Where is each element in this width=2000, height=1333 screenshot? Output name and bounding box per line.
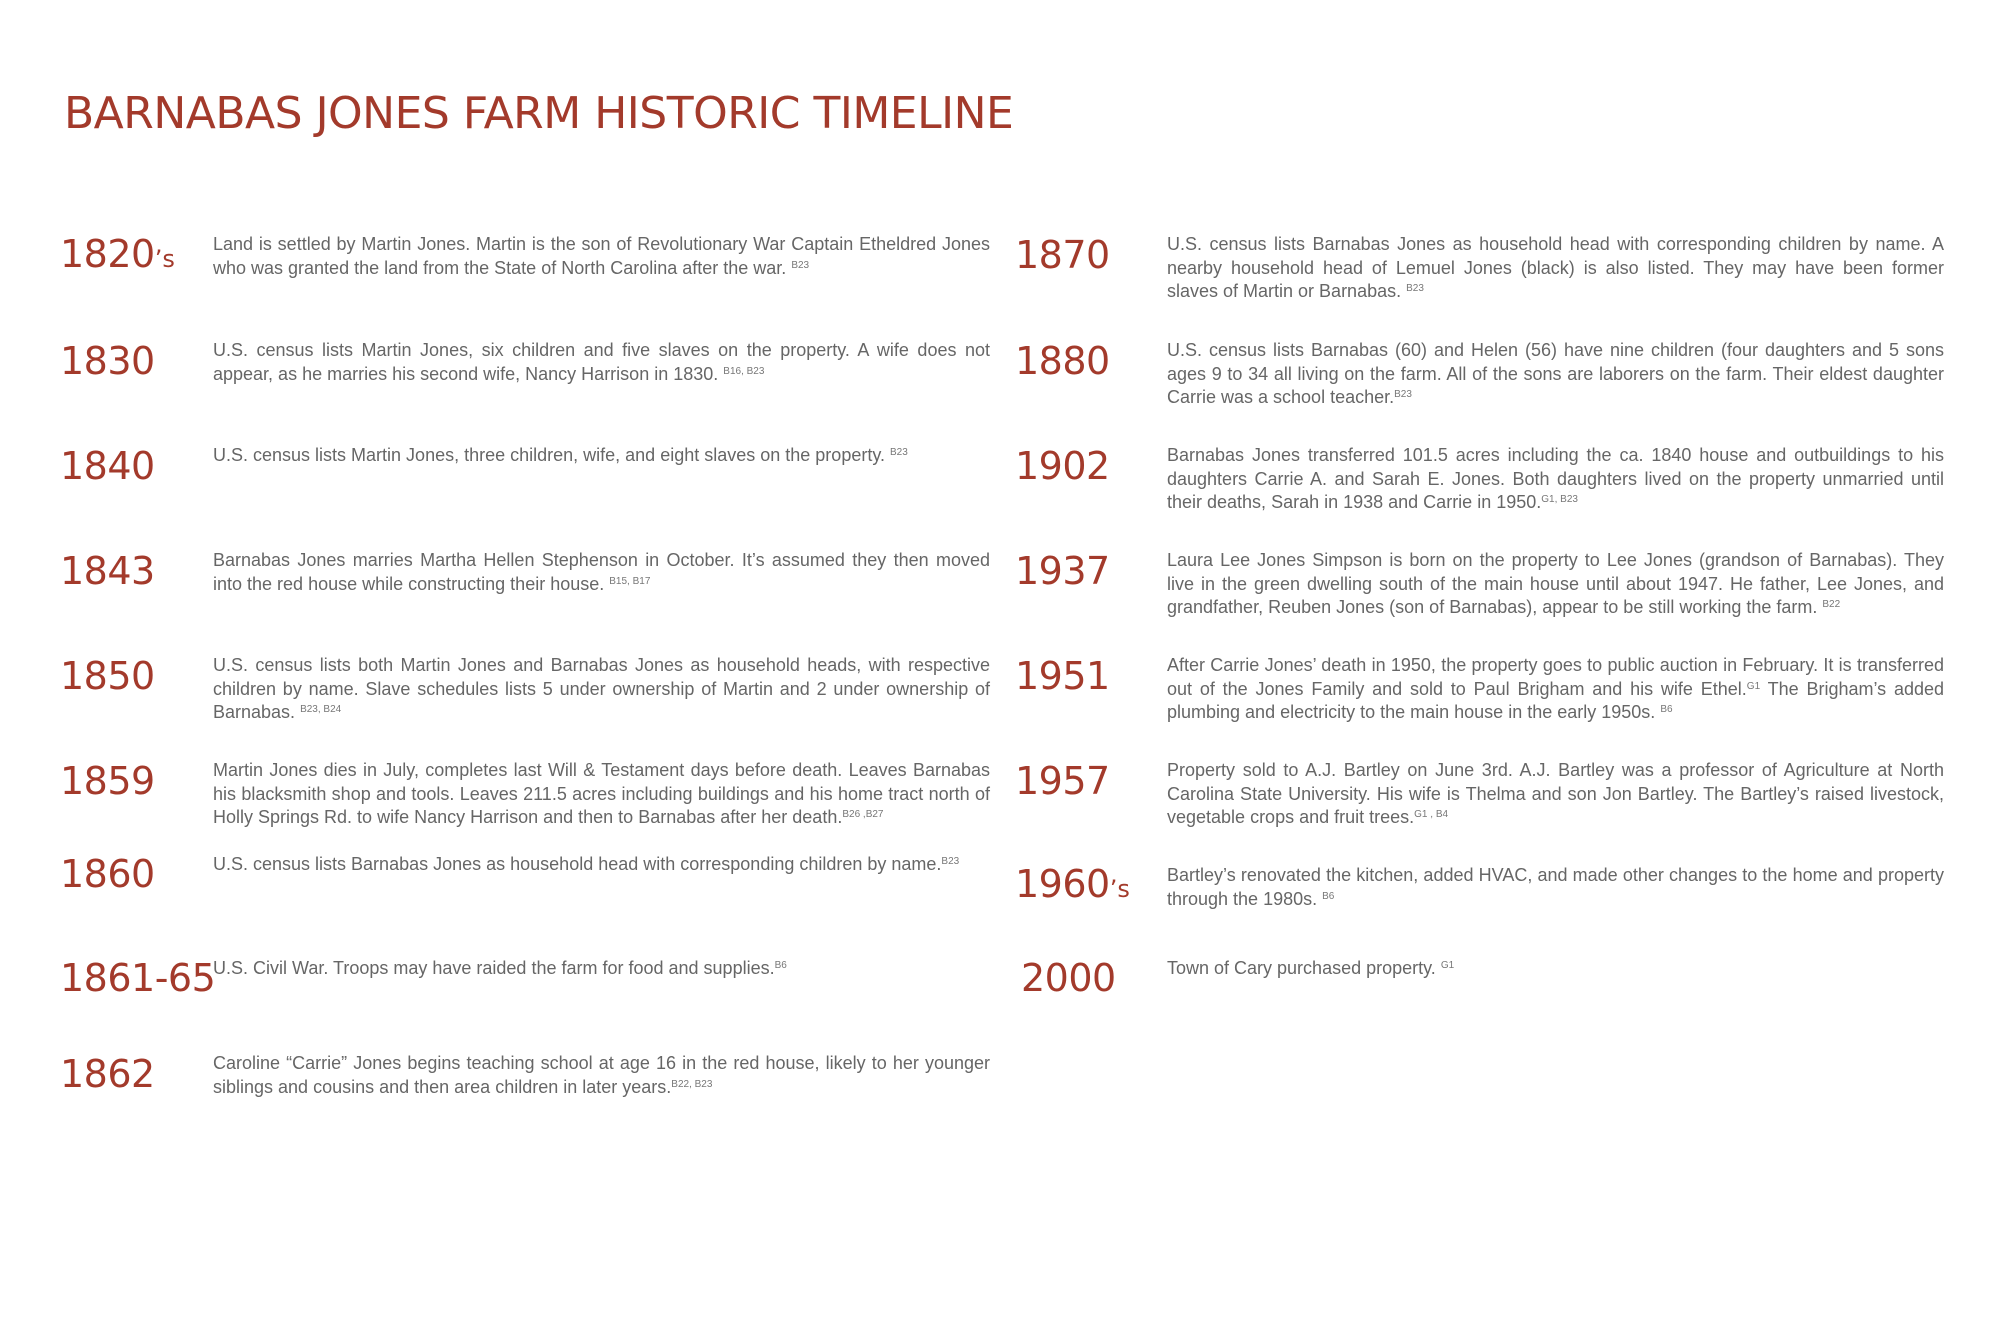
entry-description: Laura Lee Jones Simpson is born on the property to Lee Jones (grandson of Barnabas). They live in the green dwelling south of the main house until about 1947. He father, Lee Jones, and grandfather, Reuben Jones (son of Barnabas), appear to be still working the farm. $^{B22}$ xyxy=(1167,550,1944,617)
entry-description: After Carrie Jones’ death in 1950, the property goes to public auction in February. It is transferred out of the Jones Family and sold to Paul Brigham and his wife Ethel.$^{G1}$ The Brigham’s added plumbing and electricity to the main house in the early 1950s. $^{B6}$ xyxy=(1167,655,1945,722)
citation: B6 xyxy=(774,960,787,971)
citation: G1 xyxy=(1746,680,1761,692)
citation: B23 xyxy=(791,259,810,271)
entry-year: 1937 xyxy=(1015,549,1110,593)
citation: B23 xyxy=(1394,389,1412,400)
entry-year: 1861-65 xyxy=(60,956,216,1000)
entry-year: 1880 xyxy=(1015,339,1110,383)
entry-year: 1957 xyxy=(1015,759,1110,803)
citation: G1 , B4 xyxy=(1414,809,1449,820)
entry-description: U.S. census lists both Martin Jones and Barnabas Jones as household heads, with respective children by name. Slave schedules lists 5 under ownership of Martin and 2 under ownership of Barnabas. $^{B23, B24}$ xyxy=(213,655,990,722)
citation: B6 xyxy=(1322,890,1335,902)
entry-year: 1862 xyxy=(60,1052,155,1096)
citation: B23 xyxy=(941,856,960,867)
citation: B15, B17 xyxy=(609,575,651,587)
citation: G1 xyxy=(1440,960,1455,971)
citation: G1, B23 xyxy=(1541,494,1578,505)
citation: B26 ,B27 xyxy=(842,809,884,820)
entry-description: Bartley’s renovated the kitchen, added HVAC, and made other changes to the home and property through the 1980s. $^{B6}$ xyxy=(1167,865,1944,909)
citation: B22 xyxy=(1822,599,1841,610)
entry-year: 1840 xyxy=(60,444,155,488)
entry-description: Caroline “Carrie” Jones begins teaching school at age 16 in the red house, likely to her younger siblings and cousins and then area children in later years.$^{B22, B23}$ xyxy=(213,1053,990,1097)
entry-description: Town of Cary purchased property. $^{G1}$ xyxy=(1167,958,1455,978)
entry-description: Barnabas Jones marries Martha Hellen Stephenson in October. It’s assumed they then moved into the red house while constructing their house. $^{B15, B17}$ xyxy=(213,550,990,594)
entry-description: U.S. census lists Barnabas (60) and Helen (56) have nine children (four daughters and 5 sons ages 9 to 34 all living on the farm. All of the sons are laborers on the farm. Their eldest daughter Carrie was a school teacher.$^{B23}$ xyxy=(1167,340,1944,407)
entry-year: 1843 xyxy=(60,549,155,593)
entry-year: 2000 xyxy=(1021,956,1116,1000)
citation: B23 xyxy=(1406,283,1424,294)
citation: B22, B23 xyxy=(671,1078,713,1090)
entry-year: 1870 xyxy=(1015,233,1110,277)
entry-description: Property sold to A.J. Bartley on June 3rd. A.J. Bartley was a professor of Agriculture at North Carolina State University. His wife is Thelma and son Jon Bartley. The Bartley’s raised livestock, vegetable crops and fruit trees.$^{G1 , B4}$ xyxy=(1167,760,1944,827)
entry-year: 1951 xyxy=(1015,654,1110,698)
entry-description: U.S. census lists Martin Jones, six children and five slaves on the property. A wife does not appear, as he marries his second wife, Nancy Harrison in 1830. $^{B16, B23}$ xyxy=(213,340,990,384)
entry-description: Land is settled by Martin Jones. Martin is the son of Revolutionary War Captain Etheldred Jones who was granted the land from the State of North Carolina after the war. $^{B23}$ xyxy=(213,234,990,278)
entry-year: 1830 xyxy=(60,339,155,383)
entry-year: 1820’s xyxy=(60,232,175,276)
citation: B6 xyxy=(1660,704,1673,715)
entry-description: Barnabas Jones transferred 101.5 acres including the ca. 1840 house and outbuildings to his daughters Carrie A. and Sarah E. Jones. Both daughters lived on the property unmarried until their deaths, Sarah in 1938 and Carrie in 1950.$^{G1, B23}$ xyxy=(1167,445,1944,512)
entry-year: 1902 xyxy=(1015,444,1110,488)
citation: B16, B23 xyxy=(723,365,765,377)
entry-year: 1859 xyxy=(60,759,155,803)
page-title: BARNABAS JONES FARM HISTORIC TIMELINE xyxy=(64,88,1014,139)
entry-description: U.S. Civil War. Troops may have raided the farm for food and supplies.$^{B6}$ xyxy=(213,958,787,978)
citation: B23 xyxy=(890,447,908,458)
entry-year: 1850 xyxy=(60,654,155,698)
entry-description: U.S. census lists Martin Jones, three children, wife, and eight slaves on the property. $^{B23}$ xyxy=(213,445,908,465)
entry-year: 1960’s xyxy=(1015,862,1130,906)
entry-description: U.S. census lists Barnabas Jones as household head with corresponding children by name.$^{B23}$ xyxy=(213,854,960,874)
entry-description: Martin Jones dies in July, completes last Will & Testament days before death. Leaves Barnabas his blacksmith shop and tools. Leaves 211.5 acres including buildings and his home tract north of Holly Springs Rd. to wife Nancy Harrison and then to Barnabas after her death.$^{B26 ,B27}$ xyxy=(213,760,990,827)
entry-year: 1860 xyxy=(60,852,155,896)
entry-description: U.S. census lists Barnabas Jones as household head with corresponding children by name. A nearby household head of Lemuel Jones (black) is also listed. They may have been former slaves of Martin or Barnabas. $^{B23}$ xyxy=(1167,234,1944,301)
citation: B23, B24 xyxy=(300,704,342,715)
